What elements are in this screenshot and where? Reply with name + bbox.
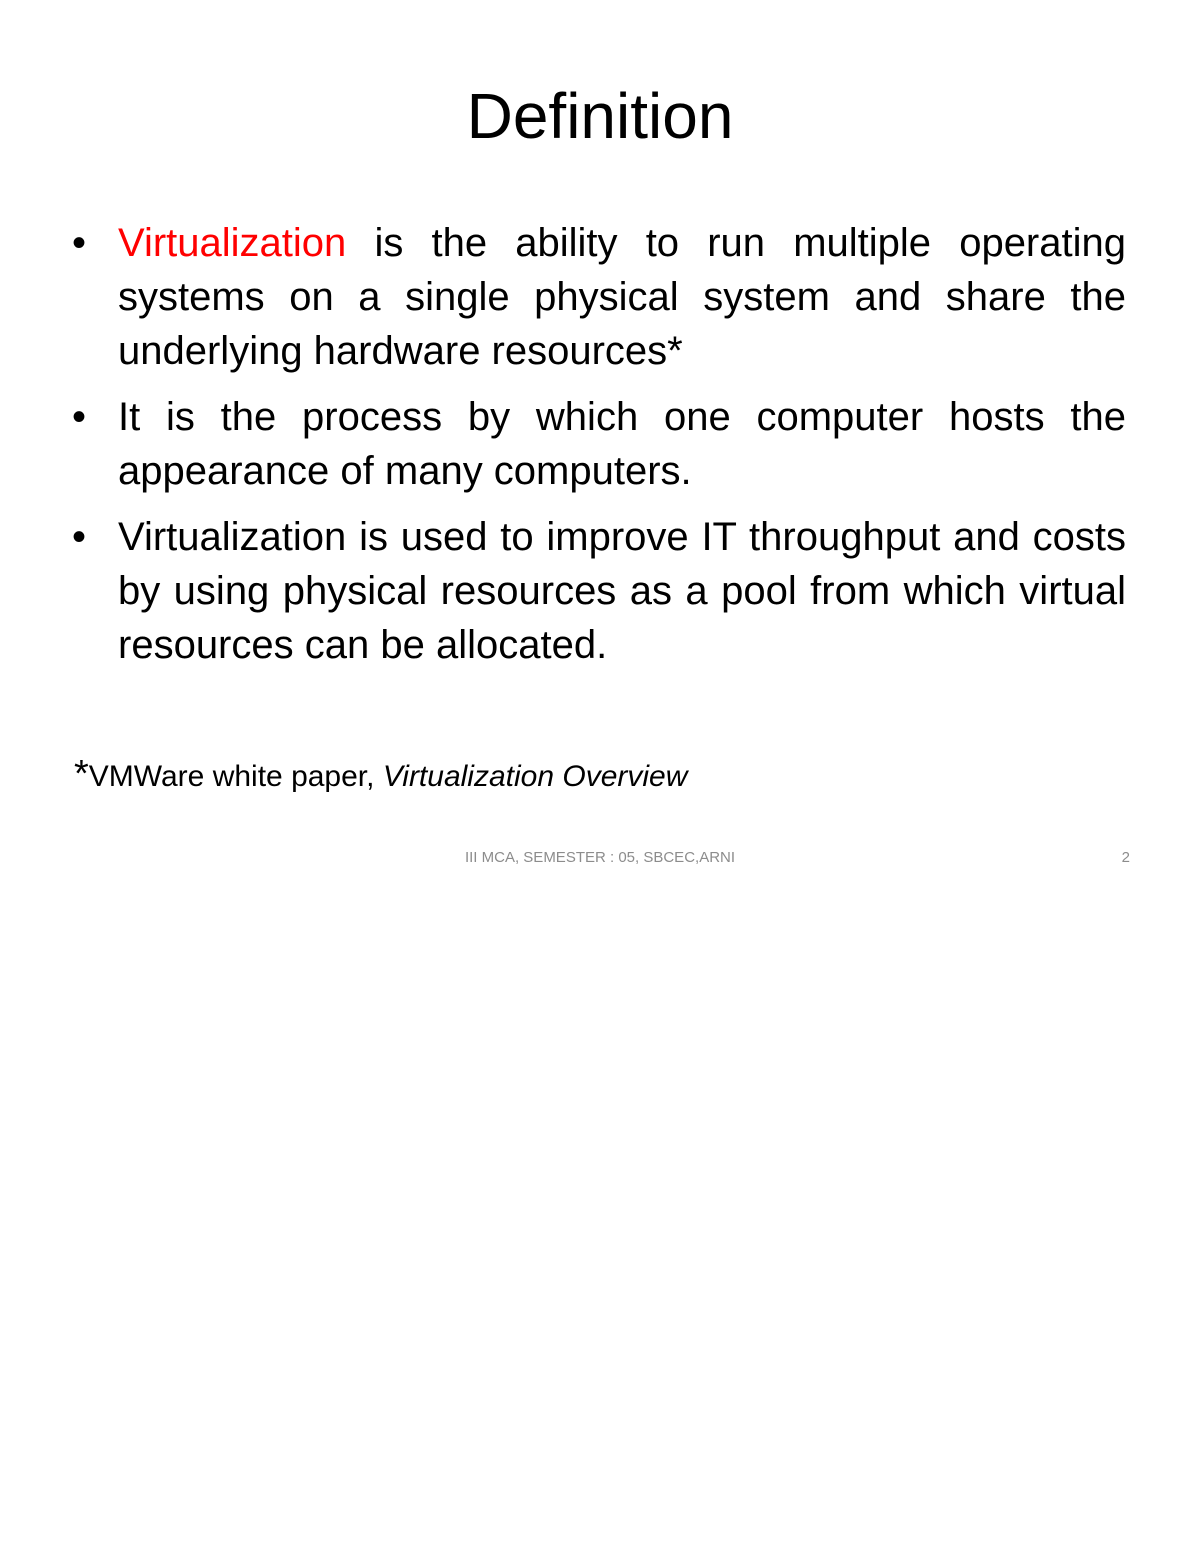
bullet-icon: • bbox=[72, 515, 87, 559]
highlighted-term: Virtualization bbox=[118, 221, 347, 265]
footnote bbox=[74, 752, 687, 799]
bullet-text: is the ability to run multiple operating systems on a single physical system and share the underlying hardware resources* bbox=[118, 221, 1126, 373]
bullet-icon: • bbox=[72, 221, 87, 265]
slide-footer: III MCA, SEMESTER : 05, SBCEC,ARNI bbox=[464, 849, 736, 866]
bullet-text: It is the process by which one computer hosts the appearance of many computers. bbox=[118, 395, 1126, 493]
slide-title: Definition bbox=[466, 80, 734, 152]
page-number: 2 bbox=[1121, 849, 1130, 866]
footnote-source: VMWare white paper, bbox=[88, 760, 383, 793]
bullet-text: Virtualization is used to improve IT throughput and costs by using physical resources as a pool from which virtual resources can be allocated. bbox=[118, 515, 1126, 667]
bullet-item-1 bbox=[70, 216, 1126, 378]
footnote-mark: * bbox=[74, 753, 89, 795]
bullet-item-3 bbox=[70, 510, 1126, 672]
bullet-icon: • bbox=[72, 395, 87, 439]
bullet-list bbox=[70, 216, 1126, 684]
bullet-item-2 bbox=[70, 390, 1126, 498]
footnote-title: Virtualization Overview bbox=[382, 760, 688, 793]
